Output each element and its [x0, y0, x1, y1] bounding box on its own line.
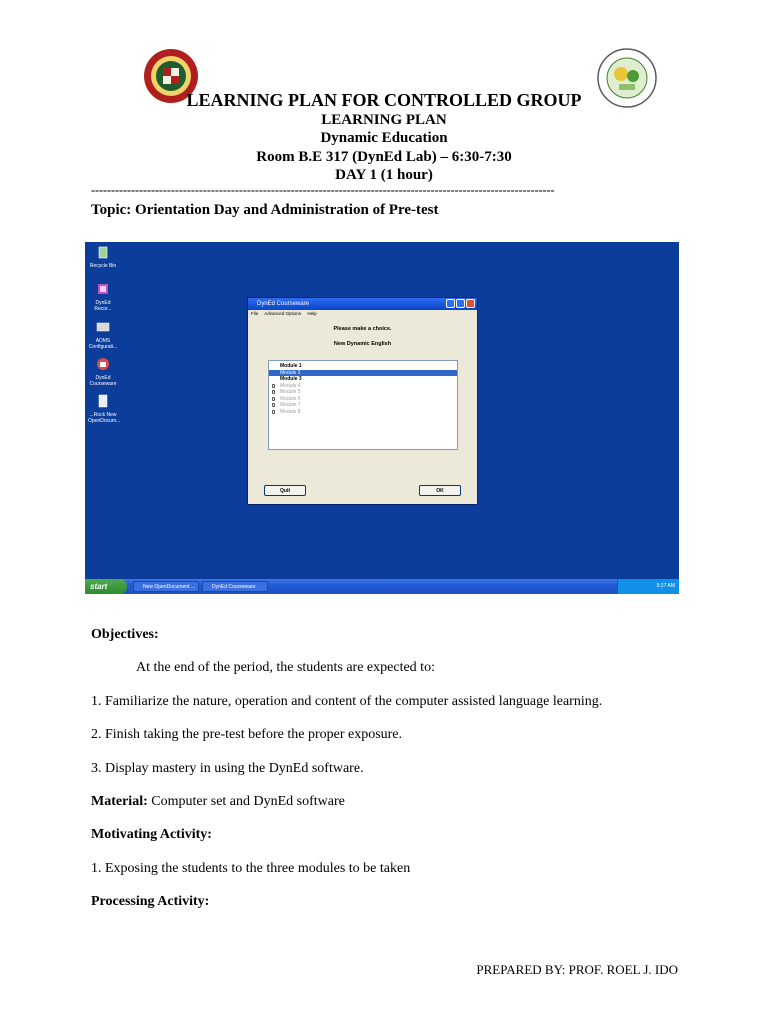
material-label: Material:	[91, 794, 148, 809]
clock[interactable]: 5:27 AM	[656, 583, 675, 589]
prepared-by: PREPARED BY: PROF. ROEL J. IDO	[476, 962, 678, 977]
window-titlebar[interactable]	[248, 298, 477, 310]
desktop-screenshot	[85, 242, 679, 594]
module-item-locked[interactable]: Module 5	[269, 389, 457, 396]
day-label: DAY 1 (1 hour)	[335, 167, 433, 183]
menu-file[interactable]: File	[251, 311, 259, 316]
module-list[interactable]	[268, 360, 458, 450]
subject-label: Dynamic Education	[320, 130, 448, 146]
taskbar	[85, 579, 679, 594]
lock-icon	[272, 403, 275, 407]
desktop-icon-label: DynEd Recor...	[94, 300, 112, 312]
desktop-icon-label: DynEd Courseware	[89, 375, 117, 387]
dyned-records-icon	[96, 282, 110, 296]
choice-prompt: Please make a choice.	[333, 326, 392, 332]
desktop-icon-label: Recycle Bin	[89, 263, 117, 269]
module-item-locked[interactable]: Module 8	[269, 409, 457, 416]
module-item-selected[interactable]: Module 2	[269, 370, 457, 377]
config-icon	[96, 320, 110, 334]
maximize-icon[interactable]	[456, 299, 465, 308]
module-item-locked[interactable]: Module 4	[269, 383, 457, 390]
document-icon	[96, 394, 110, 408]
material-text: Computer set and DynEd software	[147, 794, 345, 809]
objective-item: 2. Finish taking the pre-test before the proper exposure.	[91, 727, 403, 742]
objectives-heading: Objectives:	[91, 627, 159, 642]
material-line	[91, 794, 345, 810]
menu-help[interactable]: Help	[307, 311, 317, 316]
lock-icon	[272, 410, 275, 414]
desktop-icon-label: ADMS Configurati...	[88, 338, 118, 350]
desktop-icon-dyned-courseware[interactable]	[88, 357, 118, 387]
close-icon[interactable]	[466, 299, 475, 308]
divider-line: --------------------------------------------------------------------------------------------------------------------	[91, 183, 555, 197]
taskbar-item-dyned[interactable]: DynEd Courseware	[202, 581, 268, 592]
motivating-item: 1. Exposing the students to the three modules to be taken	[91, 861, 411, 876]
desktop-icon-recycle-bin[interactable]	[88, 245, 118, 269]
desktop-icon-config[interactable]	[88, 320, 118, 350]
objectives-intro: At the end of the period, the students are expected to:	[136, 660, 435, 675]
dyned-courseware-window	[247, 297, 478, 505]
window-menubar	[248, 310, 477, 318]
ok-button[interactable]: OK	[419, 485, 461, 496]
document-title: LEARNING PLAN FOR CONTROLLED GROUP	[186, 90, 582, 110]
topic-heading: Topic: Orientation Day and Administration of Pre-test	[91, 202, 439, 218]
room-label: Room B.E 317 (DynEd Lab) – 6:30-7:30	[256, 149, 512, 165]
start-button[interactable]: start	[85, 579, 127, 594]
lock-icon	[272, 384, 275, 388]
module-item-locked[interactable]: Module 6	[269, 396, 457, 403]
objective-item: 1. Familiarize the nature, operation and content of the computer assisted language learning.	[91, 694, 603, 709]
recycle-bin-icon	[96, 245, 110, 259]
processing-heading: Processing Activity:	[91, 894, 210, 909]
lock-icon	[272, 397, 275, 401]
quit-button[interactable]: Quit	[264, 485, 306, 496]
window-title: DynEd Courseware	[257, 301, 310, 307]
module-item[interactable]: Module 1	[280, 363, 302, 369]
taskbar-item-opendocument[interactable]: New OpenDocument ...	[133, 581, 199, 592]
minimize-icon[interactable]	[446, 299, 455, 308]
module-item[interactable]: Module 3	[280, 376, 302, 382]
desktop-icon-dyned-records[interactable]	[88, 282, 118, 312]
menu-advanced-options[interactable]: Advanced Options	[264, 311, 302, 316]
lock-icon	[272, 390, 275, 394]
module-item-locked[interactable]: Module 7	[269, 402, 457, 409]
desktop-icon-label: ...Rock New OpenDocum...	[88, 412, 121, 424]
system-tray	[617, 579, 679, 594]
objective-item: 3. Display mastery in using the DynEd software.	[91, 761, 364, 776]
desktop-icon-document[interactable]	[88, 394, 121, 424]
dyned-courseware-icon	[96, 357, 110, 371]
motivating-heading: Motivating Activity:	[91, 827, 212, 842]
plan-label: LEARNING PLAN	[321, 112, 447, 128]
course-name: New Dynamic English	[333, 341, 392, 347]
